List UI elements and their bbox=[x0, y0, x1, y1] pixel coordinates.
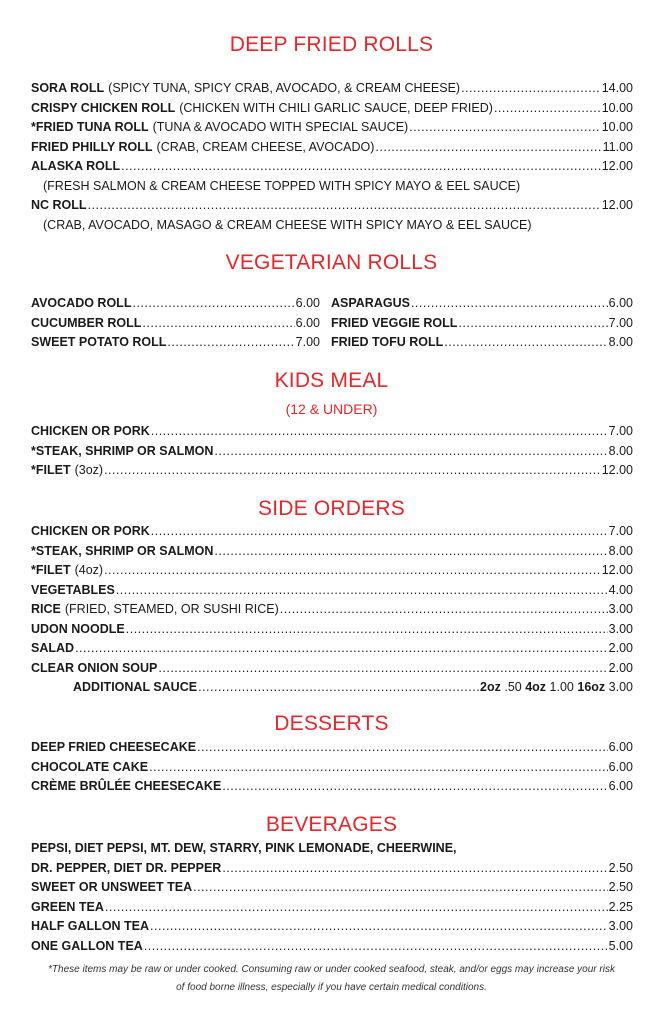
dot-leader bbox=[151, 422, 608, 442]
menu-item bbox=[331, 333, 633, 353]
item-desc: (TUNA & AVOCADO WITH SPECIAL SAUCE) bbox=[152, 120, 409, 134]
item-price: 2.50 bbox=[608, 860, 633, 875]
menu-item bbox=[31, 542, 633, 562]
dot-leader bbox=[444, 333, 607, 353]
item-price: 7.00 bbox=[608, 424, 633, 438]
dot-leader bbox=[197, 738, 608, 758]
item-name: *STEAK, SHRIMP OR SALMON bbox=[31, 443, 214, 458]
item-desc: (3oz) bbox=[74, 463, 104, 477]
dot-leader bbox=[158, 659, 607, 679]
menu-item bbox=[31, 422, 633, 442]
item-price: 3.00 bbox=[608, 602, 633, 616]
menu-item bbox=[31, 878, 633, 898]
item-name: CLEAR ONION SOUP bbox=[31, 660, 158, 675]
dot-leader bbox=[222, 859, 607, 879]
item-name: CHOCOLATE CAKE bbox=[31, 759, 149, 774]
sauce-size: 4oz bbox=[525, 680, 547, 694]
item-name: *STEAK, SHRIMP OR SALMON bbox=[31, 543, 214, 558]
item-price: 8.00 bbox=[608, 543, 633, 558]
dot-leader bbox=[144, 937, 608, 957]
dot-leader bbox=[167, 333, 294, 353]
item-price: 3.00 bbox=[608, 621, 633, 636]
menu-item bbox=[31, 639, 633, 659]
item-price: 3.00 bbox=[608, 919, 633, 933]
item-price: 12.00 bbox=[601, 159, 633, 173]
item-price: 7.00 bbox=[295, 335, 320, 349]
menu-item bbox=[31, 99, 633, 119]
dot-leader bbox=[198, 678, 479, 698]
item-name: HALF GALLON TEA bbox=[31, 919, 150, 933]
section-subtitle-kids: (12 & UNDER) bbox=[285, 401, 378, 417]
menu-item bbox=[31, 79, 633, 99]
vegetarian-left-column bbox=[31, 294, 320, 353]
item-name: PEPSI, DIET PEPSI, MT. DEW, STARRY, PINK LEMONADE, CHEERWINE, bbox=[31, 841, 457, 855]
item-price: 6.00 bbox=[608, 779, 633, 793]
dot-leader bbox=[116, 581, 608, 601]
item-price: 8.00 bbox=[608, 335, 633, 349]
section-title-sides: SIDE ORDERS bbox=[258, 497, 405, 520]
dot-leader bbox=[458, 314, 607, 334]
menu-item bbox=[31, 138, 633, 158]
item-price: 12.00 bbox=[601, 463, 633, 477]
item-name: UDON NOODLE bbox=[31, 621, 125, 636]
dot-leader bbox=[151, 522, 608, 542]
sauce-price: 3.00 bbox=[608, 680, 633, 694]
item-desc: (CRAB, AVOCADO, MASAGO & CREAM CHEESE WITH SPICY MAYO & EEL SAUCE) bbox=[43, 217, 532, 232]
dot-leader bbox=[494, 99, 601, 119]
menu-item bbox=[31, 659, 633, 679]
footnote-line: *These items may be raw or under cooked. Consuming raw or under cooked seafood, steak, and/or eggs may increase your risk bbox=[48, 964, 615, 975]
dot-leader bbox=[411, 294, 608, 314]
item-price: 6.00 bbox=[295, 296, 320, 310]
menu-item bbox=[31, 442, 633, 462]
vegetarian-list bbox=[31, 294, 633, 353]
food-safety-footnote bbox=[20, 961, 643, 997]
menu-item bbox=[31, 620, 633, 640]
item-price: 6.00 bbox=[608, 740, 633, 754]
additional-sauce-item bbox=[31, 678, 633, 698]
item-name: CRÈME BRÛLÉE CHEESECAKE bbox=[31, 779, 222, 793]
dot-leader bbox=[142, 314, 294, 334]
item-name: CRISPY CHICKEN ROLL bbox=[31, 100, 176, 115]
menu-item bbox=[331, 314, 633, 334]
sauce-price: 1.00 bbox=[549, 680, 574, 694]
item-price: 6.00 bbox=[295, 315, 320, 330]
item-price: 6.00 bbox=[608, 759, 633, 774]
footnote-line: of food borne illness, especially if you have certain medical conditions. bbox=[176, 982, 487, 993]
menu-item bbox=[31, 600, 633, 620]
dot-leader bbox=[214, 442, 607, 462]
menu-item bbox=[31, 157, 633, 177]
item-price: 7.00 bbox=[608, 524, 633, 538]
item-name: SORA ROLL bbox=[31, 81, 105, 95]
section-title-desserts: DESSERTS bbox=[274, 712, 389, 735]
section-title-vegetarian: VEGETARIAN ROLLS bbox=[225, 251, 438, 274]
menu-item bbox=[31, 898, 633, 918]
item-price: 2.00 bbox=[608, 660, 633, 675]
item-name: CUCUMBER ROLL bbox=[31, 315, 142, 330]
item-name: ASPARAGUS bbox=[331, 296, 410, 310]
menu-item bbox=[31, 522, 633, 542]
menu-item bbox=[31, 859, 633, 879]
item-name: CHICKEN OR PORK bbox=[31, 424, 150, 438]
item-name: ADDITIONAL SAUCE bbox=[73, 680, 198, 694]
dot-leader bbox=[214, 542, 607, 562]
item-desc: (FRIED, STEAMED, OR SUSHI RICE) bbox=[64, 602, 279, 616]
item-name: *FILET bbox=[31, 563, 71, 577]
kids-list bbox=[31, 422, 633, 481]
vegetarian-right-column bbox=[331, 294, 633, 353]
dot-leader bbox=[193, 878, 608, 898]
sauce-size: 2oz bbox=[480, 680, 501, 694]
dot-leader bbox=[104, 461, 601, 481]
item-price: 12.00 bbox=[601, 563, 633, 577]
section-title-beverages: BEVERAGES bbox=[265, 813, 398, 836]
dot-leader bbox=[121, 157, 601, 177]
menu-item bbox=[31, 314, 320, 334]
item-desc: (FRESH SALMON & CREAM CHEESE TOPPED WITH SPICY MAYO & EEL SAUCE) bbox=[43, 178, 521, 193]
item-name: NC ROLL bbox=[31, 198, 87, 212]
menu-item bbox=[31, 777, 633, 797]
item-name: AVOCADO ROLL bbox=[31, 296, 132, 310]
item-name: VEGETABLES bbox=[31, 582, 115, 597]
item-price: 7.00 bbox=[608, 315, 633, 330]
item-name: ONE GALLON TEA bbox=[31, 938, 143, 953]
item-name: SWEET POTATO ROLL bbox=[31, 335, 167, 349]
menu-item bbox=[31, 118, 633, 138]
menu-item bbox=[31, 758, 633, 778]
item-description-line bbox=[31, 216, 633, 236]
item-name: FRIED TOFU ROLL bbox=[331, 335, 444, 349]
item-name: DEEP FRIED CHEESECAKE bbox=[31, 740, 197, 754]
item-price: 2.00 bbox=[608, 641, 633, 655]
menu-item bbox=[31, 917, 633, 937]
item-price: 10.00 bbox=[601, 100, 633, 115]
item-name: CHICKEN OR PORK bbox=[31, 524, 150, 538]
dot-leader bbox=[149, 758, 608, 778]
dot-leader bbox=[126, 620, 608, 640]
item-price: 5.00 bbox=[608, 938, 633, 953]
menu-item-first-line bbox=[31, 839, 633, 859]
dot-leader bbox=[461, 79, 601, 99]
dot-leader bbox=[409, 118, 601, 138]
section-title-deep-fried: DEEP FRIED ROLLS bbox=[229, 33, 434, 56]
dot-leader bbox=[105, 898, 608, 918]
item-name: *FILET bbox=[31, 463, 71, 477]
menu-item bbox=[31, 294, 320, 314]
section-title-kids: KIDS MEAL bbox=[274, 369, 389, 392]
item-price: 14.00 bbox=[601, 81, 633, 95]
menu-item bbox=[31, 937, 633, 957]
desserts-list bbox=[31, 738, 633, 797]
item-price: 2.25 bbox=[608, 899, 633, 914]
item-price: 6.00 bbox=[608, 296, 633, 310]
item-name: SWEET OR UNSWEET TEA bbox=[31, 880, 193, 894]
item-price: 10.00 bbox=[601, 120, 633, 134]
item-desc: (CRAB, CREAM CHEESE, AVOCADO) bbox=[156, 139, 375, 154]
dot-leader bbox=[75, 639, 608, 659]
item-name: FRIED VEGGIE ROLL bbox=[331, 315, 458, 330]
item-name: *FRIED TUNA ROLL bbox=[31, 120, 149, 134]
deep-fried-list bbox=[31, 79, 633, 235]
sauce-price: .50 bbox=[504, 680, 522, 694]
dot-leader bbox=[104, 561, 601, 581]
menu-item bbox=[31, 333, 320, 353]
menu-item bbox=[331, 294, 633, 314]
item-price: 8.00 bbox=[608, 443, 633, 458]
sauce-prices bbox=[480, 678, 633, 698]
sides-list bbox=[31, 522, 633, 698]
item-price: 12.00 bbox=[601, 198, 633, 212]
item-desc: (CHICKEN WITH CHILI GARLIC SAUCE, DEEP FRIED) bbox=[179, 100, 493, 115]
beverages-list bbox=[31, 839, 633, 956]
item-name: GREEN TEA bbox=[31, 899, 104, 914]
item-name: ALASKA ROLL bbox=[31, 159, 121, 173]
item-price: 4.00 bbox=[608, 582, 633, 597]
dot-leader bbox=[280, 600, 608, 620]
dot-leader bbox=[375, 138, 601, 158]
menu-item bbox=[31, 561, 633, 581]
dot-leader bbox=[222, 777, 607, 797]
item-name: SALAD bbox=[31, 641, 75, 655]
item-description-line bbox=[31, 177, 633, 197]
dot-leader bbox=[132, 294, 294, 314]
dot-leader bbox=[88, 196, 601, 216]
menu-item bbox=[31, 581, 633, 601]
dot-leader bbox=[150, 917, 608, 937]
sauce-size: 16oz bbox=[577, 680, 606, 694]
item-price: 11.00 bbox=[602, 139, 633, 154]
menu-item bbox=[31, 196, 633, 216]
menu-item bbox=[31, 738, 633, 758]
item-price: 2.50 bbox=[608, 880, 633, 894]
item-name: RICE bbox=[31, 602, 61, 616]
item-desc: (4oz) bbox=[74, 563, 104, 577]
item-name: FRIED PHILLY ROLL bbox=[31, 139, 153, 154]
item-name: DR. PEPPER, DIET DR. PEPPER bbox=[31, 860, 222, 875]
item-desc: (SPICY TUNA, SPICY CRAB, AVOCADO, & CREAM CHEESE) bbox=[108, 81, 461, 95]
menu-item bbox=[31, 461, 633, 481]
